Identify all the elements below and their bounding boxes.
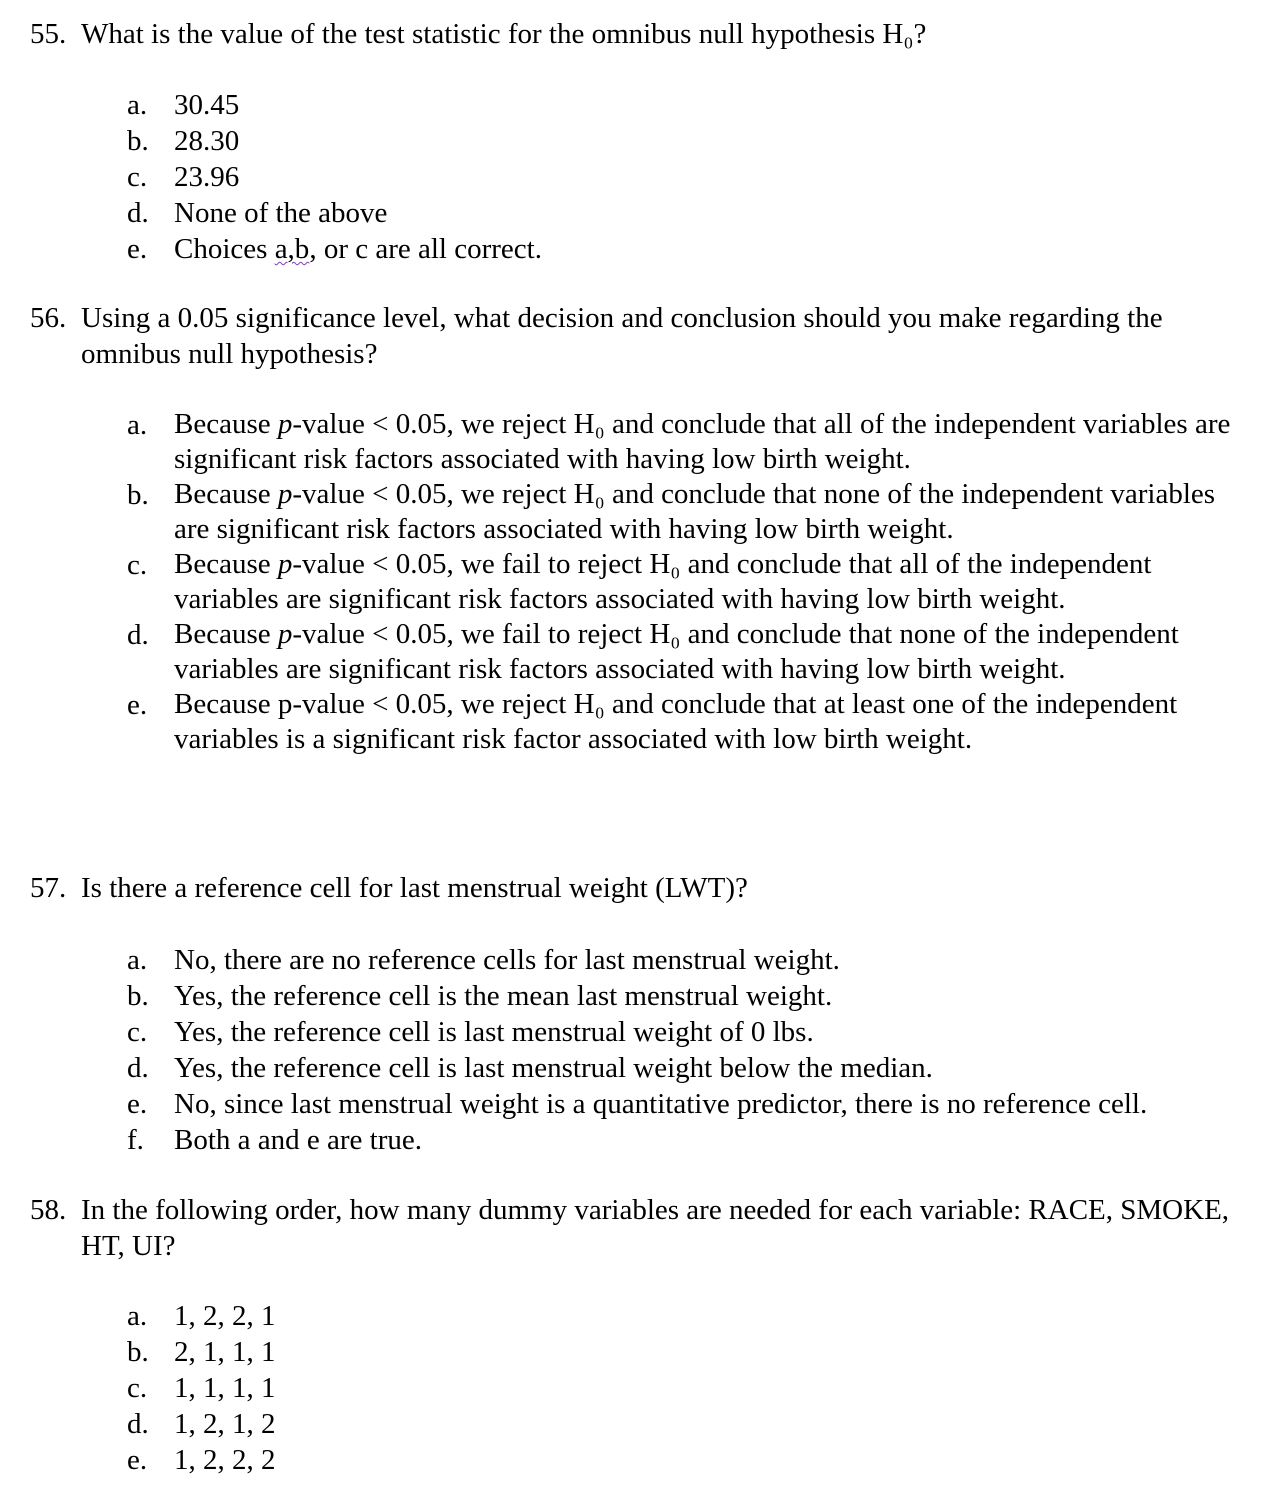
option-letter: c. — [127, 549, 148, 581]
question-stem — [30, 16, 1250, 52]
option-text: Because p-value < 0.05, we reject H₀ and conclude that at least one of the independent variables is a significant risk factor associated with low birth weight. — [174, 688, 1178, 755]
option-text: 28.30 — [174, 125, 240, 157]
answer-option-d — [30, 617, 1250, 687]
option-text — [174, 407, 1250, 477]
answer-option-c — [30, 1014, 1250, 1050]
option-text: 1, 1, 1, 1 — [174, 1372, 276, 1404]
option-letter: c. — [127, 1016, 148, 1048]
option-letter: c. — [127, 161, 148, 193]
option-letter: e. — [127, 1088, 148, 1120]
option-letter: a. — [127, 409, 148, 441]
question-number: 57. — [30, 872, 67, 904]
option-letter: b. — [127, 479, 149, 511]
answer-option-e — [30, 1442, 1250, 1478]
option-text: No, there are no reference cells for last menstrual weight. — [174, 944, 840, 976]
option-letter: b. — [127, 125, 149, 157]
option-text-start: Because — [174, 548, 278, 580]
option-letter: f. — [127, 1124, 144, 1156]
question-text: In the following order, how many dummy variables are needed for each variable: RACE, SMOKE, HT, UI? — [81, 1194, 1230, 1262]
answer-option-a — [30, 407, 1250, 477]
option-text: Yes, the reference cell is the mean last menstrual weight. — [174, 980, 833, 1012]
option-letter: a. — [127, 944, 148, 976]
option-text — [174, 547, 1250, 617]
question-text: Is there a reference cell for last menstrual weight (LWT)? — [81, 872, 748, 904]
question-number: 55. — [30, 18, 67, 50]
option-text: 30.45 — [174, 89, 240, 121]
question-stem — [30, 300, 1250, 372]
option-text: None of the above — [174, 197, 388, 229]
question-stem — [30, 1192, 1250, 1264]
option-letter: d. — [127, 197, 149, 229]
option-letter: a. — [127, 1300, 148, 1332]
answer-option-f — [30, 1122, 1250, 1158]
option-text: Both a and e are true. — [174, 1124, 423, 1156]
italic-p: p — [277, 408, 293, 440]
question-56 — [30, 300, 1250, 757]
option-letter: d. — [127, 1052, 149, 1084]
option-letter: e. — [127, 689, 148, 721]
question-55 — [30, 16, 1250, 267]
option-letter: e. — [127, 233, 148, 265]
italic-p: p — [277, 618, 293, 650]
option-letter: d. — [127, 1408, 149, 1440]
option-letter: b. — [127, 1336, 149, 1368]
answer-options — [30, 87, 1250, 267]
answer-option-c — [30, 159, 1250, 195]
answer-options — [30, 942, 1250, 1158]
option-text-start: Because — [174, 478, 278, 510]
answer-option-d — [30, 1406, 1250, 1442]
option-text-end: -value < 0.05, we fail to reject H₀ and conclude that none of the independent variables are significant risk factors associated with having low birth weight. — [174, 618, 1179, 685]
answer-option-e — [30, 1086, 1250, 1122]
italic-p: p — [277, 478, 293, 510]
question-text: What is the value of the test statistic for the omnibus null hypothesis H₀? — [81, 18, 927, 50]
option-text — [174, 231, 1250, 267]
option-text: Yes, the reference cell is last menstrual weight of 0 lbs. — [174, 1016, 814, 1048]
option-text — [174, 477, 1250, 547]
spellcheck-underlined-text: a,b — [274, 233, 310, 265]
option-text-end: -value < 0.05, we fail to reject H₀ and conclude that all of the independent variables are significant risk factors associated with having low birth weight. — [174, 548, 1152, 615]
answer-option-d — [30, 1050, 1250, 1086]
option-text — [174, 617, 1250, 687]
answer-option-c — [30, 1370, 1250, 1406]
option-text: 1, 2, 2, 2 — [174, 1444, 276, 1476]
option-text: No, since last menstrual weight is a quantitative predictor, there is no reference cell. — [174, 1088, 1148, 1120]
option-text: 23.96 — [174, 161, 240, 193]
option-text-start: Because — [174, 408, 278, 440]
answer-option-b — [30, 978, 1250, 1014]
question-stem — [30, 870, 1250, 906]
question-57 — [30, 870, 1250, 1158]
answer-option-e — [30, 687, 1250, 757]
answer-options — [30, 407, 1250, 757]
answer-option-e — [30, 231, 1250, 267]
answer-option-d — [30, 195, 1250, 231]
option-text-end: -value < 0.05, we reject H₀ and conclude that none of the independent variables are significant risk factors associated with having low birth weight. — [174, 478, 1216, 545]
option-letter: d. — [127, 619, 149, 651]
italic-p: p — [277, 548, 293, 580]
answer-option-a — [30, 942, 1250, 978]
option-text-start: Choices — [174, 233, 275, 265]
question-number: 56. — [30, 302, 67, 334]
option-text: 1, 2, 2, 1 — [174, 1300, 276, 1332]
option-letter: c. — [127, 1372, 148, 1404]
answer-option-b — [30, 123, 1250, 159]
option-letter: b. — [127, 980, 149, 1012]
option-text-end: , or c are all correct. — [309, 233, 542, 265]
answer-option-a — [30, 1298, 1250, 1334]
answer-option-b — [30, 477, 1250, 547]
option-letter: a. — [127, 89, 148, 121]
question-text: Using a 0.05 significance level, what decision and conclusion should you make regarding the omnibus null hypothesis? — [81, 302, 1163, 370]
option-letter: e. — [127, 1444, 148, 1476]
option-text-end: -value < 0.05, we reject H₀ and conclude that all of the independent variables are significant risk factors associated with having low birth weight. — [174, 408, 1231, 475]
answer-option-c — [30, 547, 1250, 617]
answer-options — [30, 1298, 1250, 1478]
question-number: 58. — [30, 1194, 67, 1226]
option-text: 1, 2, 1, 2 — [174, 1408, 276, 1440]
answer-option-b — [30, 1334, 1250, 1370]
option-text-start: Because — [174, 618, 278, 650]
option-text: 2, 1, 1, 1 — [174, 1336, 276, 1368]
answer-option-a — [30, 87, 1250, 123]
question-58 — [30, 1192, 1250, 1478]
option-text: Yes, the reference cell is last menstrual weight below the median. — [174, 1052, 933, 1084]
